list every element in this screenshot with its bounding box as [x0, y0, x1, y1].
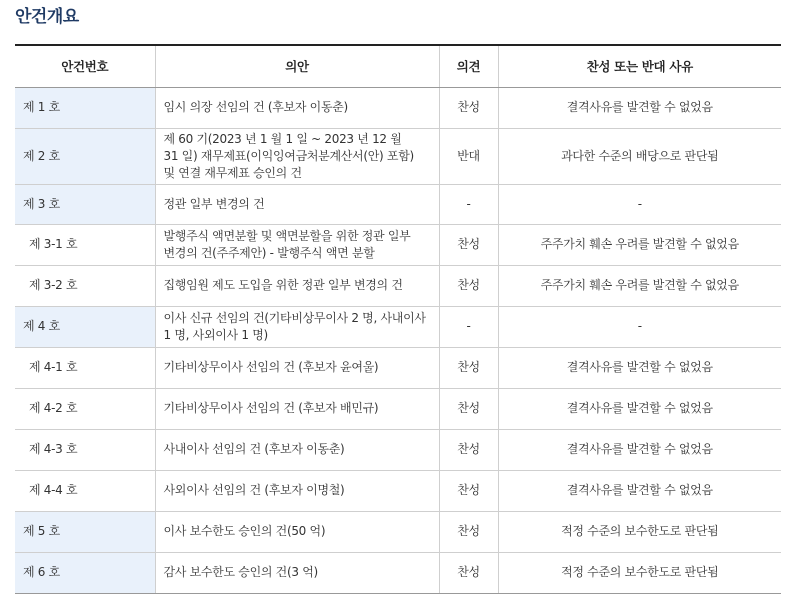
- agenda-line: 감사 보수한도 승인의 건(3 억): [163, 565, 318, 579]
- agenda-line: 사외이사 선임의 건 (후보자 이명철): [163, 483, 345, 497]
- agenda-cell: [155, 224, 439, 265]
- opinion-cell: 찬성: [439, 388, 498, 429]
- header-agenda-number: 안건번호: [15, 45, 155, 87]
- page-title: 안건개요: [15, 7, 79, 27]
- table-row: [15, 128, 781, 184]
- table-row: [15, 87, 781, 128]
- agenda-number-cell: 제 5 호: [15, 511, 155, 552]
- opinion-cell: -: [439, 184, 498, 224]
- table-row: [15, 306, 781, 347]
- opinion-cell: -: [439, 306, 498, 347]
- reason-cell: 결격사유를 발견할 수 없었음: [498, 470, 781, 511]
- agenda-table: [15, 44, 781, 594]
- agenda-cell: [155, 306, 439, 347]
- table-row: [15, 429, 781, 470]
- reason-cell: -: [498, 184, 781, 224]
- table-row: [15, 511, 781, 552]
- opinion-cell: 찬성: [439, 470, 498, 511]
- agenda-line: 임시 의장 선임의 건 (후보자 이동춘): [163, 100, 348, 114]
- agenda-number-cell: 제 2 호: [15, 128, 155, 184]
- agenda-number-cell: 제 3 호: [15, 184, 155, 224]
- agenda-number-cell: 제 6 호: [15, 552, 155, 593]
- opinion-cell: 반대: [439, 128, 498, 184]
- reason-cell: 적정 수준의 보수한도로 판단됨: [498, 552, 781, 593]
- table-row: [15, 552, 781, 593]
- agenda-number-cell: 제 3-1 호: [15, 224, 155, 265]
- opinion-cell: 찬성: [439, 265, 498, 306]
- reason-cell: 결격사유를 발견할 수 없었음: [498, 388, 781, 429]
- agenda-number-cell: 제 4-3 호: [15, 429, 155, 470]
- opinion-cell: 찬성: [439, 511, 498, 552]
- agenda-cell: [155, 388, 439, 429]
- agenda-number-cell: 제 4-1 호: [15, 347, 155, 388]
- table-row: [15, 388, 781, 429]
- reason-cell: 결격사유를 발견할 수 없었음: [498, 429, 781, 470]
- table-row: [15, 470, 781, 511]
- header-agenda: 의안: [155, 45, 439, 87]
- agenda-cell: [155, 552, 439, 593]
- agenda-line: 기타비상무이사 선임의 건 (후보자 윤여울): [163, 360, 379, 374]
- agenda-cell: [155, 265, 439, 306]
- agenda-cell: [155, 87, 439, 128]
- table-row: [15, 265, 781, 306]
- reason-cell: 결격사유를 발견할 수 없었음: [498, 347, 781, 388]
- reason-cell: 적정 수준의 보수한도로 판단됨: [498, 511, 781, 552]
- agenda-cell: [155, 429, 439, 470]
- agenda-line: 이사 신규 선임의 건(기타비상무이사 2 명, 사내이사: [163, 310, 426, 325]
- agenda-line: 1 명, 사외이사 1 명): [163, 327, 268, 342]
- agenda-number-cell: 제 4-2 호: [15, 388, 155, 429]
- agenda-number-cell: 제 3-2 호: [15, 265, 155, 306]
- header-reason: 찬성 또는 반대 사유: [498, 45, 781, 87]
- opinion-cell: 찬성: [439, 87, 498, 128]
- reason-cell: 과다한 수준의 배당으로 판단됨: [498, 128, 781, 184]
- header-opinion: 의견: [439, 45, 498, 87]
- agenda-cell: [155, 470, 439, 511]
- agenda-cell: [155, 184, 439, 224]
- agenda-line: 기타비상무이사 선임의 건 (후보자 배민규): [163, 401, 379, 415]
- table-row: [15, 347, 781, 388]
- agenda-number-cell: 제 1 호: [15, 87, 155, 128]
- table-header-row: [15, 45, 781, 87]
- reason-cell: 결격사유를 발견할 수 없었음: [498, 87, 781, 128]
- agenda-cell: [155, 347, 439, 388]
- agenda-number-cell: 제 4 호: [15, 306, 155, 347]
- agenda-line: 변경의 건(주주제안) - 발행주식 액면 분할: [163, 245, 375, 260]
- agenda-line: 제 60 기(2023 년 1 월 1 일 ~ 2023 년 12 월: [163, 131, 402, 146]
- opinion-cell: 찬성: [439, 429, 498, 470]
- agenda-line: 31 일) 재무제표(이익잉여금처분계산서(안) 포함): [163, 148, 414, 163]
- agenda-line: 집행임원 제도 도입을 위한 정관 일부 변경의 건: [163, 278, 403, 292]
- agenda-cell: [155, 511, 439, 552]
- agenda-line: 발행주식 액면분할 및 액면분할을 위한 정관 일부: [163, 228, 411, 243]
- reason-cell: -: [498, 306, 781, 347]
- agenda-line: 이사 보수한도 승인의 건(50 억): [163, 524, 326, 538]
- reason-cell: 주주가치 훼손 우려를 발견할 수 없었음: [498, 265, 781, 306]
- agenda-cell: [155, 128, 439, 184]
- table-row: [15, 224, 781, 265]
- agenda-line: 사내이사 선임의 건 (후보자 이동춘): [163, 442, 345, 456]
- agenda-number-cell: 제 4-4 호: [15, 470, 155, 511]
- opinion-cell: 찬성: [439, 224, 498, 265]
- agenda-line: 및 연결 재무제표 승인의 건: [163, 165, 302, 180]
- opinion-cell: 찬성: [439, 347, 498, 388]
- reason-cell: 주주가치 훼손 우려를 발견할 수 없었음: [498, 224, 781, 265]
- agenda-line: 정관 일부 변경의 건: [163, 196, 265, 211]
- opinion-cell: 찬성: [439, 552, 498, 593]
- table-row: [15, 184, 781, 224]
